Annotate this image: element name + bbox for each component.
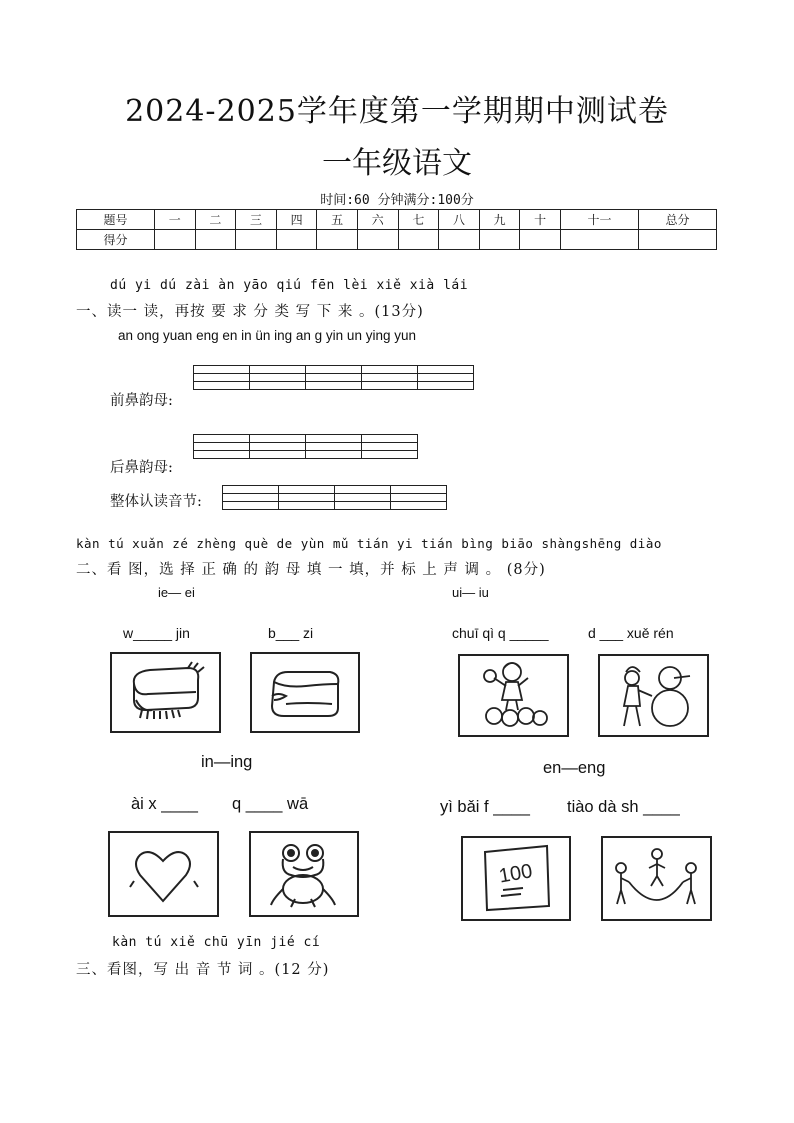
back-nasal-label: 后鼻韵母:	[110, 460, 173, 476]
score-cell[interactable]	[317, 230, 358, 250]
score-table-header-cell: 十	[520, 210, 561, 230]
fill-b-zi[interactable]: b___ zi	[268, 625, 314, 641]
score-cell[interactable]	[357, 230, 398, 250]
section2-title: 二、看 图，选 择 正 确 的 韵 母 填 一 填，并 标 上 声 调 。 (8分)	[76, 562, 546, 578]
score-table-header-cell: 六	[357, 210, 398, 230]
score-table-header-cell: 七	[398, 210, 439, 230]
score-cell[interactable]	[398, 230, 439, 250]
fill-w-jin[interactable]: w_____ jin	[123, 625, 190, 641]
score-cell[interactable]	[236, 230, 277, 250]
score-table	[76, 209, 717, 250]
score-table-score-row	[77, 230, 717, 250]
score-table-header-cell: 八	[439, 210, 480, 230]
whole-syllable-grid[interactable]	[222, 485, 447, 510]
blanket-picture	[110, 652, 221, 733]
score-table-header-cell: 一	[155, 210, 196, 230]
score-table-header-cell: 十一	[560, 210, 638, 230]
snowman-picture	[598, 654, 709, 737]
fill-tiao-da-sh[interactable]: tiào dà sh ____	[567, 798, 680, 816]
score-100-picture	[461, 836, 571, 921]
fill-yi-bai-f[interactable]: yì bǎi f ____	[440, 798, 530, 816]
score-cell[interactable]	[479, 230, 520, 250]
back-nasal-grid[interactable]	[193, 434, 418, 459]
section1-syllables: an ong yuan eng en in ün ing an g yin un ying yun	[118, 328, 416, 343]
girl-balloons-picture	[458, 654, 569, 737]
score-cell[interactable]	[638, 230, 716, 250]
score-cell[interactable]	[520, 230, 561, 250]
fill-d-xue-ren[interactable]: d ___ xuě rén	[588, 625, 674, 641]
jump-rope-picture	[601, 836, 712, 921]
frog-picture	[249, 831, 359, 917]
heart-picture	[108, 831, 219, 917]
score-100-text: 100	[497, 860, 535, 888]
score-cell[interactable]	[439, 230, 480, 250]
front-nasal-grid[interactable]	[193, 365, 474, 390]
page-subtitle: 一年级语文	[322, 146, 472, 181]
score-table-header-cell: 二	[195, 210, 236, 230]
pair-in-ing: in—ing	[201, 753, 253, 771]
score-table-header-cell: 五	[317, 210, 358, 230]
score-table-header-row	[77, 210, 717, 230]
section3-pinyin: kàn tú xiě chū yīn jié cí	[112, 935, 321, 950]
pair-en-eng: en—eng	[543, 759, 606, 777]
quilt-picture	[250, 652, 360, 733]
time-score-line: 时间:60 分钟满分:100分	[320, 193, 474, 208]
pair-ie-ei: ie— ei	[158, 585, 195, 600]
fill-ai-x[interactable]: ài x ____	[131, 795, 198, 813]
score-table-header-cell: 总分	[638, 210, 716, 230]
whole-syllable-label: 整体认读音节:	[110, 494, 202, 510]
score-cell[interactable]	[276, 230, 317, 250]
fill-q-wa[interactable]: q ____ wā	[232, 795, 309, 813]
score-cell[interactable]	[195, 230, 236, 250]
section2-pinyin: kàn tú xuǎn zé zhèng què de yùn mǔ tián yi tián bìng biāo shàngshēng diào	[76, 536, 662, 551]
score-table-header-cell: 九	[479, 210, 520, 230]
score-table-header-cell: 四	[276, 210, 317, 230]
pair-ui-iu: ui— iu	[452, 585, 489, 600]
score-table-header-cell: 三	[236, 210, 277, 230]
page-title: 2024-2025学年度第一学期期中测试卷	[125, 94, 669, 129]
section3-title: 三、看图，写 出 音 节 词 。(12 分)	[76, 962, 330, 978]
section1-title: 一、读一 读，再按 要 求 分 类 写 下 来 。(13分)	[76, 304, 424, 320]
score-table-row-label: 得分	[77, 230, 155, 250]
score-cell[interactable]	[155, 230, 196, 250]
front-nasal-label: 前鼻韵母:	[110, 393, 173, 409]
score-table-header-cell: 题号	[77, 210, 155, 230]
score-cell[interactable]	[560, 230, 638, 250]
section1-pinyin: dú yi dú zài àn yāo qiú fēn lèi xiě xià lái	[110, 278, 469, 293]
fill-chui-qi-q[interactable]: chuī qì q _____	[452, 625, 549, 641]
